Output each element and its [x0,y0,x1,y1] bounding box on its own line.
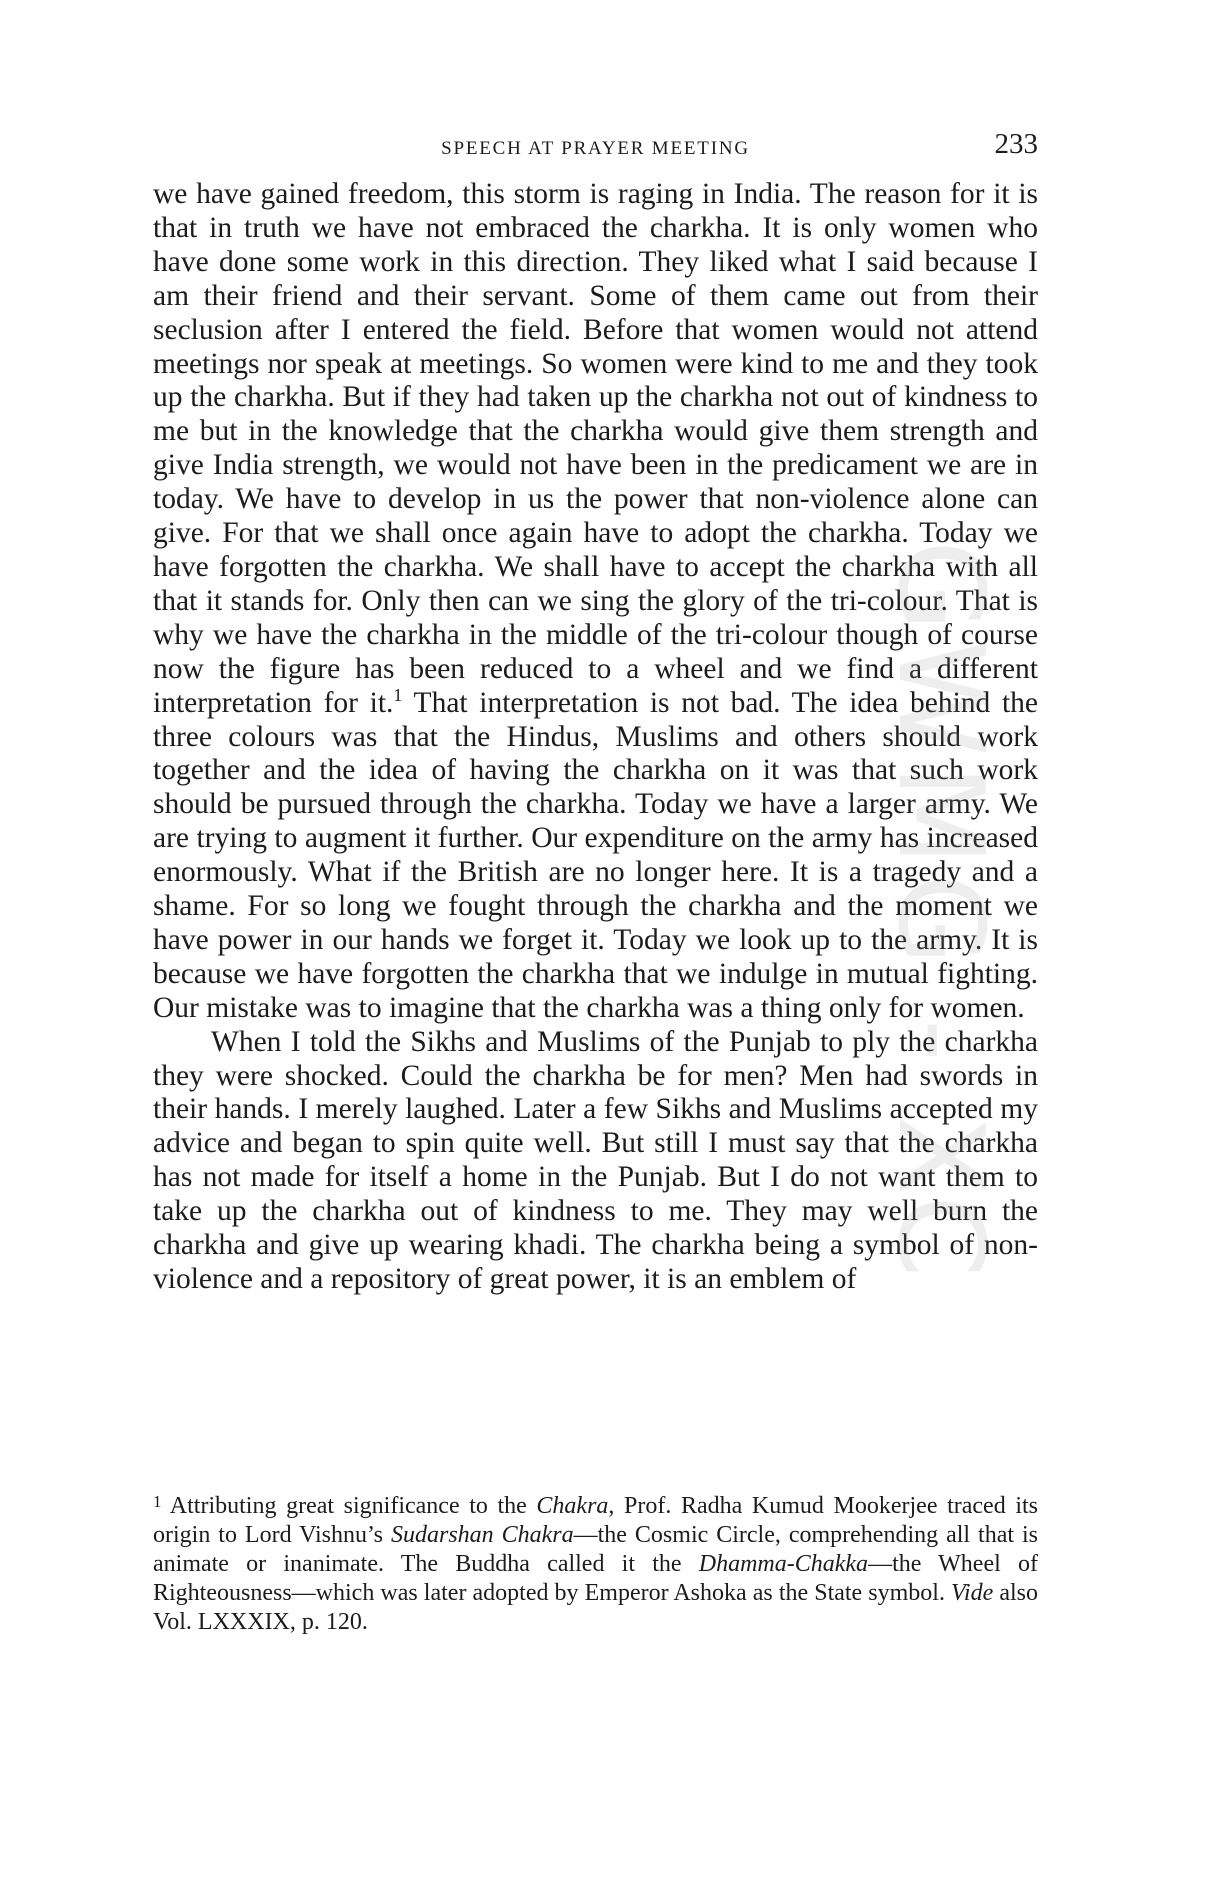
footnote-marker: 1 [153,1492,162,1511]
footnote-text-1: Attributing great significance to the [169,1493,537,1519]
footnote-sudarshan-chakra: Sudarshan Chakra [390,1522,574,1548]
running-title: SPEECH AT PRAYER MEETING [441,138,750,159]
watermark: GWMG - XC [872,540,1010,1286]
paragraph-2: When I told the Sikhs and Muslims of the Punjab to ply the charkha they were shocked. Could the charkha be for men? Men had swords in their hands. I merely laughed. Later a few Sikhs and Muslims accepted my advice and began to spin quite well. But still I must say that the charkha has not made for itself a home in the Punjab. But I do not want them to take up the charkha out of kindness to me. They may well burn the charkha and give up wearing khadi. The charkha being a symbol of non-violence and a repository of great power, it is an emblem of [153,1025,1038,1295]
footnote-text-3: —the Cosmic Circle, comprehending all that is animate or inanimate. The Buddha called it the [153,1522,1038,1577]
footnote-text-4: —the Wheel of Righteousness—which was later adopted by Emperor Ashoka as the State symbol. [153,1551,1038,1606]
footnote-text-5: also Vol. LXXXIX, p. 120. [153,1580,1038,1635]
footnote-chakra: Chakra [536,1493,609,1519]
footnote-text-2: , Prof. Radha Kumud Mookerjee traced its origin to Lord Vishnu’s [153,1493,1038,1548]
footnote [153,1487,1038,1637]
page-number: 233 [994,128,1038,160]
running-head [153,128,1038,168]
footnote-reference: 1 [393,684,403,705]
paragraph-1-part-1: we have gained freedom, this storm is raging in India. The reason for it is that in truth we have not embraced the charkha. It is only women who have done some work in this direction. They liked what I said because I am their friend and their servant. Some of them came out from their seclusion after I entered the field. Before that women would not attend meetings nor speak at meetings. So women were kind to me and they took up the charkha. But if they had taken up the charkha not out of kindness to me but in the knowledge that the charkha would give them strength and give India strength, we would not have been in the predicament we are in today. We have to develop in us the power that non-violence alone can give. For that we shall once again have to adopt the charkha. Today we have forgotten the charkha. We shall have to accept the charkha with all that it stands for. Only then can we sing the glory of the tri-colour. That is why we have the charkha in the middle of the tri-colour though of course now the figure has been reduced to a wheel and we find a different interpretation for it. [153,178,1038,719]
paragraph-1-part-2: That interpretation is not bad. The idea behind the three colours was that the Hindus, Muslims and others should work together and the idea of having the charkha on it was that such work should be pursued through the charkha. Today we have a larger army. We are trying to augment it further. Our expenditure on the army has increased enormously. What if the British are no longer here. It is a tragedy and a shame. For so long we fought through the charkha and the moment we have power in our hands we forget it. Today we look up to the army. It is because we have forgotten the charkha that we indulge in mutual fighting. Our mistake was to imagine that the charkha was a thing only for women. [153,686,1038,1024]
footnote-dhamma-chakka: Dhamma-Chakka [698,1551,869,1577]
footnote-vide: Vide [951,1580,994,1606]
